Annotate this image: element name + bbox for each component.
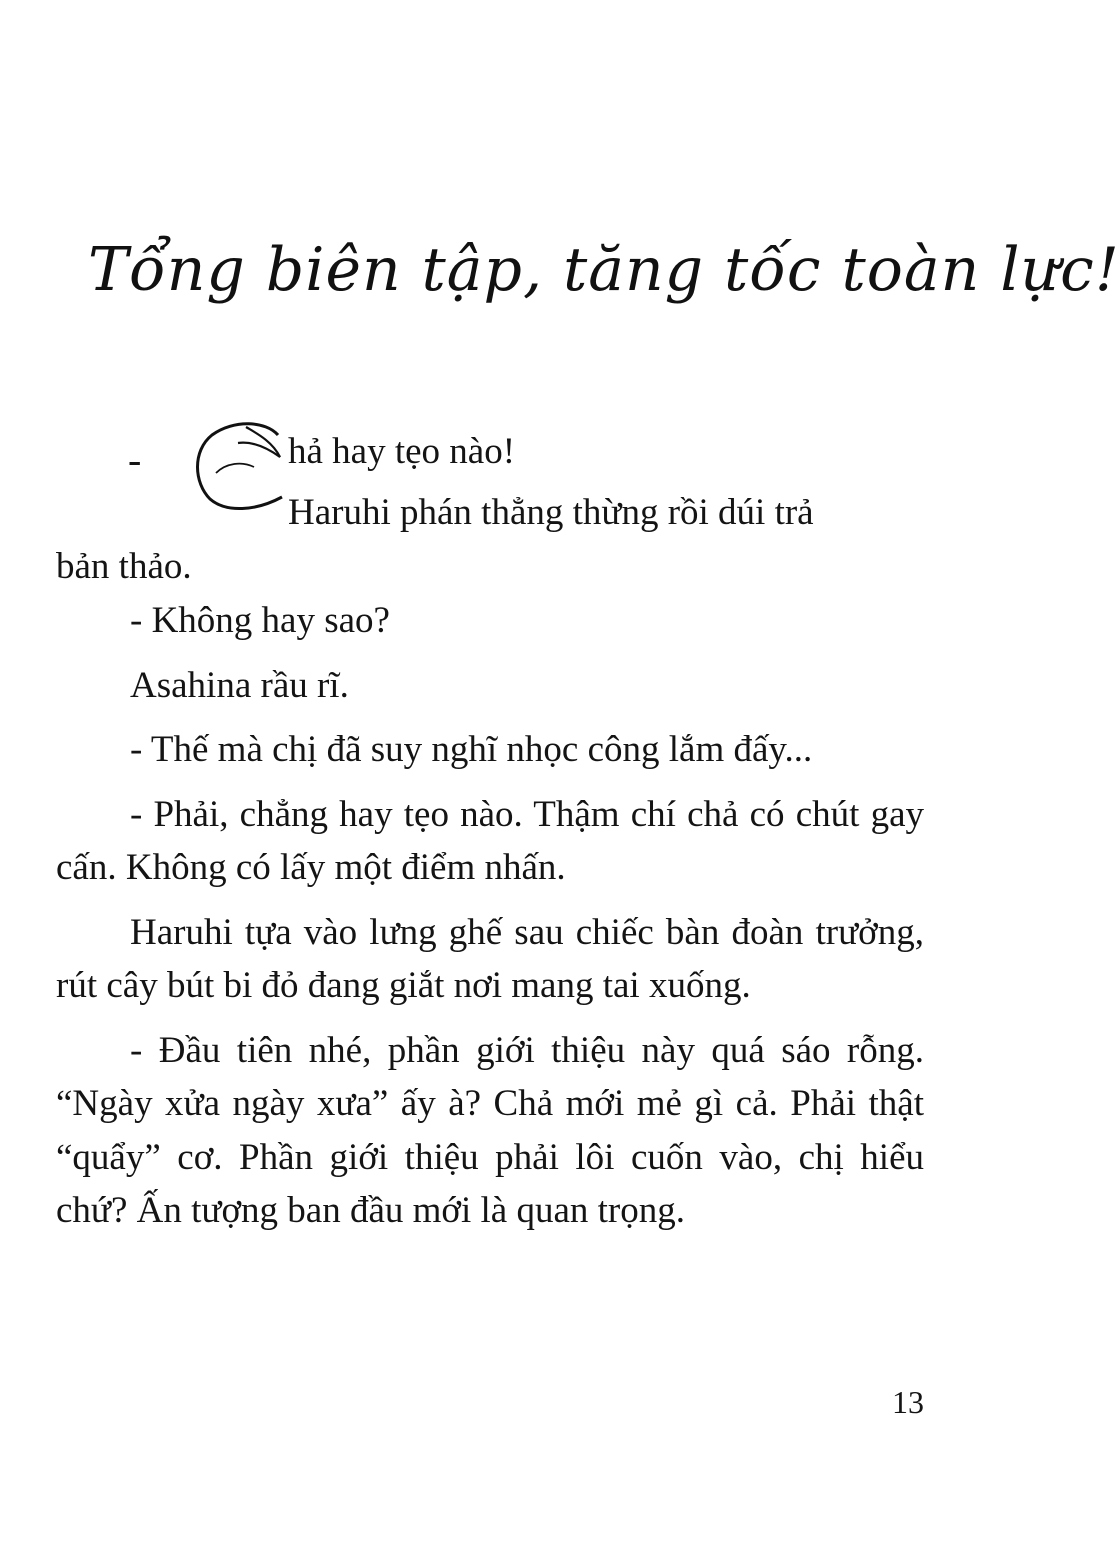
paragraph: - Đầu tiên nhé, phần giới thiệu này quá sáo rỗng. “Ngày xửa ngày xưa” ấy à? Chả mới mẻ gì cả. Phải thật “quẩy” cơ. Phần giới thiệu phải lôi cuốn vào, chị hiểu chứ? Ấn tượng ban đầu mới là quan trọng. bbox=[56, 1029, 924, 1231]
paragraph: - Thế mà chị đã suy nghĩ nhọc công lắm đấy... bbox=[130, 729, 813, 770]
body-text bbox=[56, 594, 924, 1238]
opening-line-1: hả hay tẹo nào! bbox=[288, 431, 516, 472]
page-number: 13 bbox=[892, 1384, 924, 1420]
paragraph: - Phải, chẳng hay tẹo nào. Thậm chí chả có chút gay cấn. Không có lấy một điểm nhấn. bbox=[56, 793, 924, 888]
opening-line-3: bản thảo. bbox=[56, 546, 192, 587]
opening-paragraph bbox=[56, 425, 924, 587]
dropcap-c bbox=[186, 413, 286, 533]
dialogue-dash: - bbox=[128, 437, 142, 482]
chapter-title: Tổng biên tập, tăng tốc toàn lực! bbox=[88, 235, 1120, 305]
paragraph: - Không hay sao? bbox=[130, 600, 390, 641]
paragraph: Asahina rầu rĩ. bbox=[130, 664, 349, 706]
paragraph: Haruhi tựa vào lưng ghế sau chiếc bàn đoàn trưởng, rút cây bút bi đỏ đang giắt nơi mang tai xuống. bbox=[56, 911, 924, 1006]
dropcap-c-glyph bbox=[186, 413, 286, 533]
opening-line-2: Haruhi phán thẳng thừng rồi dúi trả bbox=[288, 492, 814, 533]
